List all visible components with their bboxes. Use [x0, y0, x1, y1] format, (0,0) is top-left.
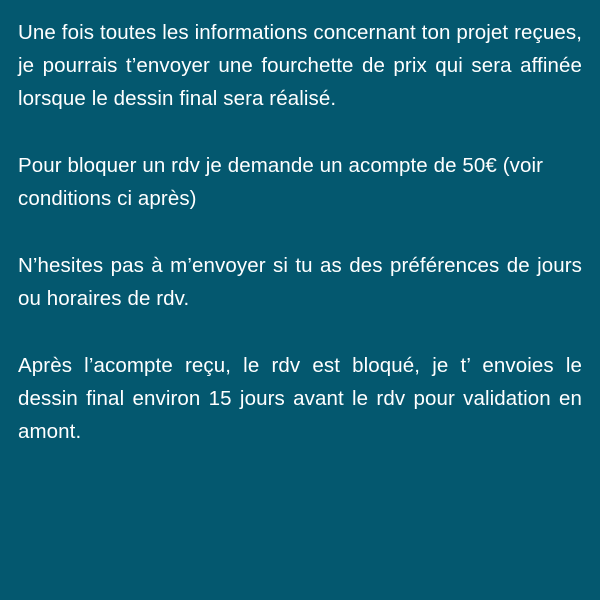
paragraph-price-estimate: Une fois toutes les informations concernant ton projet reçues, je pourrais t’envoyer une fourchette de prix qui sera affinée lorsque le dessin final sera réalisé.: [18, 21, 582, 110]
paragraph-preferences: N’hesites pas à m’envoyer si tu as des préférences de jours ou horaires de rdv.: [18, 254, 582, 310]
paragraph-validation: Après l’acompte reçu, le rdv est bloqué, je t’ envoies le dessin final environ 15 jours avant le rdv pour validation en amont.: [18, 354, 582, 443]
paragraph-deposit: Pour bloquer un rdv je demande un acompte de 50€ (voir conditions ci après): [18, 154, 544, 210]
